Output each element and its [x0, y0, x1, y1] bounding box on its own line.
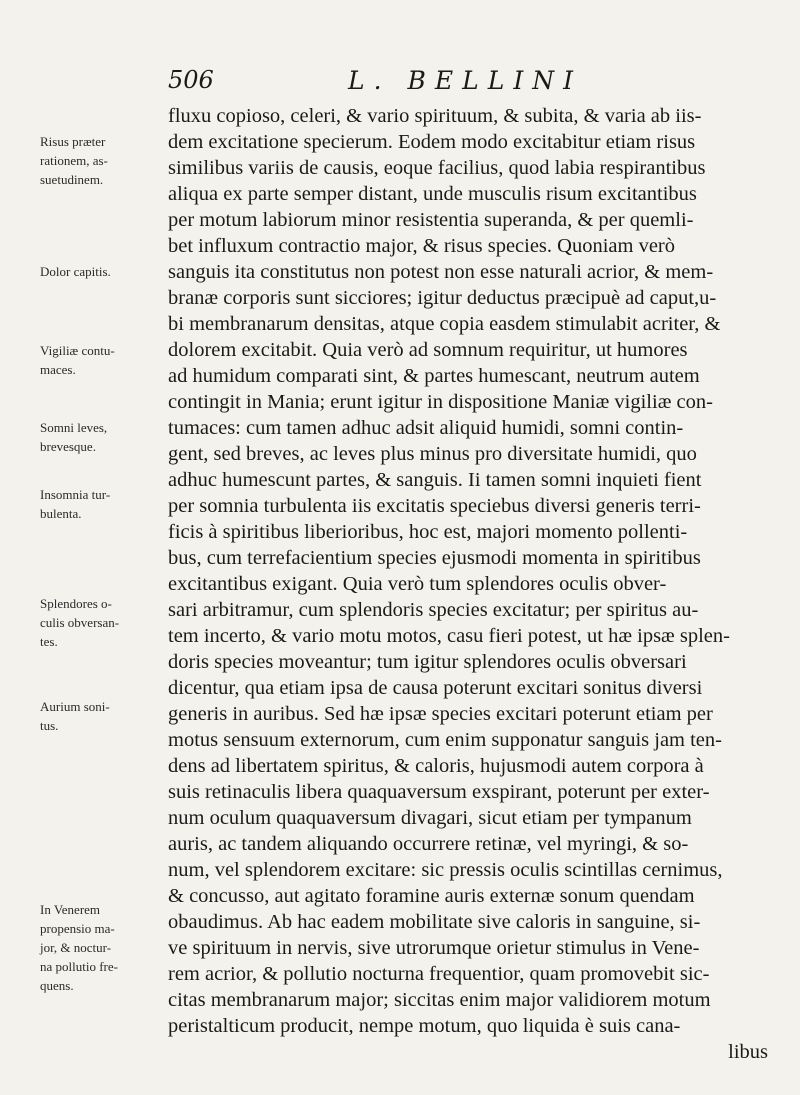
text-line: num, vel splendorem excitare: sic pressis oculis scintillas cernimus, [168, 859, 723, 881]
text-line: motus sensuum externorum, cum enim supponatur sanguis jam ten- [168, 729, 722, 751]
text-line: obaudimus. Ab hac eadem mobilitate sive caloris in sanguine, si- [168, 911, 701, 933]
margin-note-line: propensio ma- [40, 921, 115, 936]
main-text [168, 103, 768, 1065]
text-line: contingit in Mania; erunt igitur in dispositione Maniæ vigiliæ con- [168, 391, 713, 413]
page-header [168, 66, 758, 100]
margin-note-line: quens. [40, 978, 74, 993]
text-line: similibus variis de causis, eoque facilius, quod labia respirantibus [168, 157, 706, 179]
margin-note-line: Somni leves, [40, 420, 108, 435]
text-line: gent, sed breves, ac leves plus minus pro diversitate humidi, quo [168, 443, 697, 465]
text-line: sanguis ita constitutus non potest non esse naturali acrior, & mem- [168, 261, 714, 283]
text-line: per somnia turbulenta iis excitatis speciebus diversi generis terri- [168, 495, 701, 517]
margin-note-line: rationem, as- [40, 153, 108, 168]
margin-note [40, 341, 165, 379]
margin-note-line: Vigiliæ contu- [40, 343, 115, 358]
text-line: ve spirituum in nervis, sive utrorumque orietur stimulus in Vene- [168, 937, 700, 959]
text-line: bet influxum contractio major, & risus species. Quoniam verò [168, 235, 676, 257]
text-line: ficis à spiritibus liberioribus, hoc est, majori momento pollenti- [168, 521, 688, 543]
margin-note-line: bulenta. [40, 506, 82, 521]
text-line: bus, cum terrefacientium species ejusmodi momenta in spiritibus [168, 547, 701, 569]
text-line: sari arbitramur, cum splendoris species excitatur; per spiritus au- [168, 599, 699, 621]
text-line: adhuc humescunt partes, & sanguis. Ii tamen somni inquieti fient [168, 469, 702, 491]
margin-note [40, 262, 165, 281]
text-line: dens ad libertatem spiritus, & caloris, hujusmodi autem corpora à [168, 755, 704, 777]
margin-note-line: In Venerem [40, 902, 101, 917]
margin-note [40, 418, 165, 456]
text-line: dicentur, qua etiam ipsa de causa poterunt excitari sonitus diversi [168, 677, 703, 699]
text-line: auris, ac tandem aliquando occurrere retinæ, vel myringi, & so- [168, 833, 689, 855]
text-line: dem excitatione specierum. Eodem modo excitabitur etiam risus [168, 131, 696, 153]
text-line: bi membranarum densitas, atque copia easdem stimulabit acriter, & [168, 313, 721, 335]
text-line: ad humidum comparati sint, & partes humescant, neutrum autem [168, 365, 700, 387]
margin-note-line: Dolor capitis. [40, 264, 111, 279]
text-line: doris species moveantur; tum igitur splendores oculis obversari [168, 651, 687, 673]
catchword: libus [728, 1041, 768, 1063]
text-line: fluxu copioso, celeri, & vario spirituum, & subita, & varia ab iis- [168, 105, 702, 127]
margin-note-line: Splendores o- [40, 596, 112, 611]
text-line: per motum labiorum minor resistentia superanda, & per quemli- [168, 209, 694, 231]
text-line: generis in auribus. Sed hæ ipsæ species excitari poterunt etiam per [168, 703, 713, 725]
text-line: rem acrior, & pollutio nocturna frequentior, quam promovebit sic- [168, 963, 710, 985]
text-line: tem incerto, & vario motu motos, casu fieri potest, ut hæ ipsæ splen- [168, 625, 730, 647]
text-line: & concusso, aut agitato foramine auris externæ sonum quendam [168, 885, 695, 907]
text-line: num oculum quaquaversum divagari, sicut etiam per tympanum [168, 807, 692, 829]
margin-note-line: Risus præter [40, 134, 106, 149]
text-line: tumaces: cum tamen adhuc adsit aliquid humidi, somni contin- [168, 417, 684, 439]
margin-note-line: na pollutio fre- [40, 959, 118, 974]
margin-note-line: tes. [40, 634, 58, 649]
text-line: citas membranarum major; siccitas enim major validiorem motum [168, 989, 711, 1011]
margin-note-line: Insomnia tur- [40, 487, 111, 502]
text-line: peristalticum producit, nempe motum, quo liquida è suis cana- [168, 1015, 681, 1037]
text-line: excitantibus exigant. Quia verò tum splendores oculis obver- [168, 573, 667, 595]
page-number: 506 [168, 66, 214, 94]
margin-note-line: culis obversan- [40, 615, 120, 630]
margin-note [40, 132, 165, 189]
margin-note-line: jor, & noctur- [40, 940, 112, 955]
margin-note [40, 594, 165, 651]
margin-note [40, 485, 165, 523]
text-line: dolorem excitabit. Quia verò ad somnum requiritur, ut humores [168, 339, 688, 361]
margin-note-line: brevesque. [40, 439, 96, 454]
margin-note-line: suetudinem. [40, 172, 104, 187]
text-line: aliqua ex parte semper distant, unde musculis risum excitantibus [168, 183, 697, 205]
text-line: suis retinaculis libera quaquaversum exspirant, poterunt per exter- [168, 781, 710, 803]
running-head: L. BELLINI [348, 66, 582, 95]
margin-note-line: Aurium soni- [40, 699, 110, 714]
text-line: branæ corporis sunt sicciores; igitur deductus præcipuè ad caput,u- [168, 287, 717, 309]
margin-note [40, 697, 165, 735]
margin-note [40, 900, 165, 995]
margin-note-line: tus. [40, 718, 59, 733]
margin-note-line: maces. [40, 362, 76, 377]
